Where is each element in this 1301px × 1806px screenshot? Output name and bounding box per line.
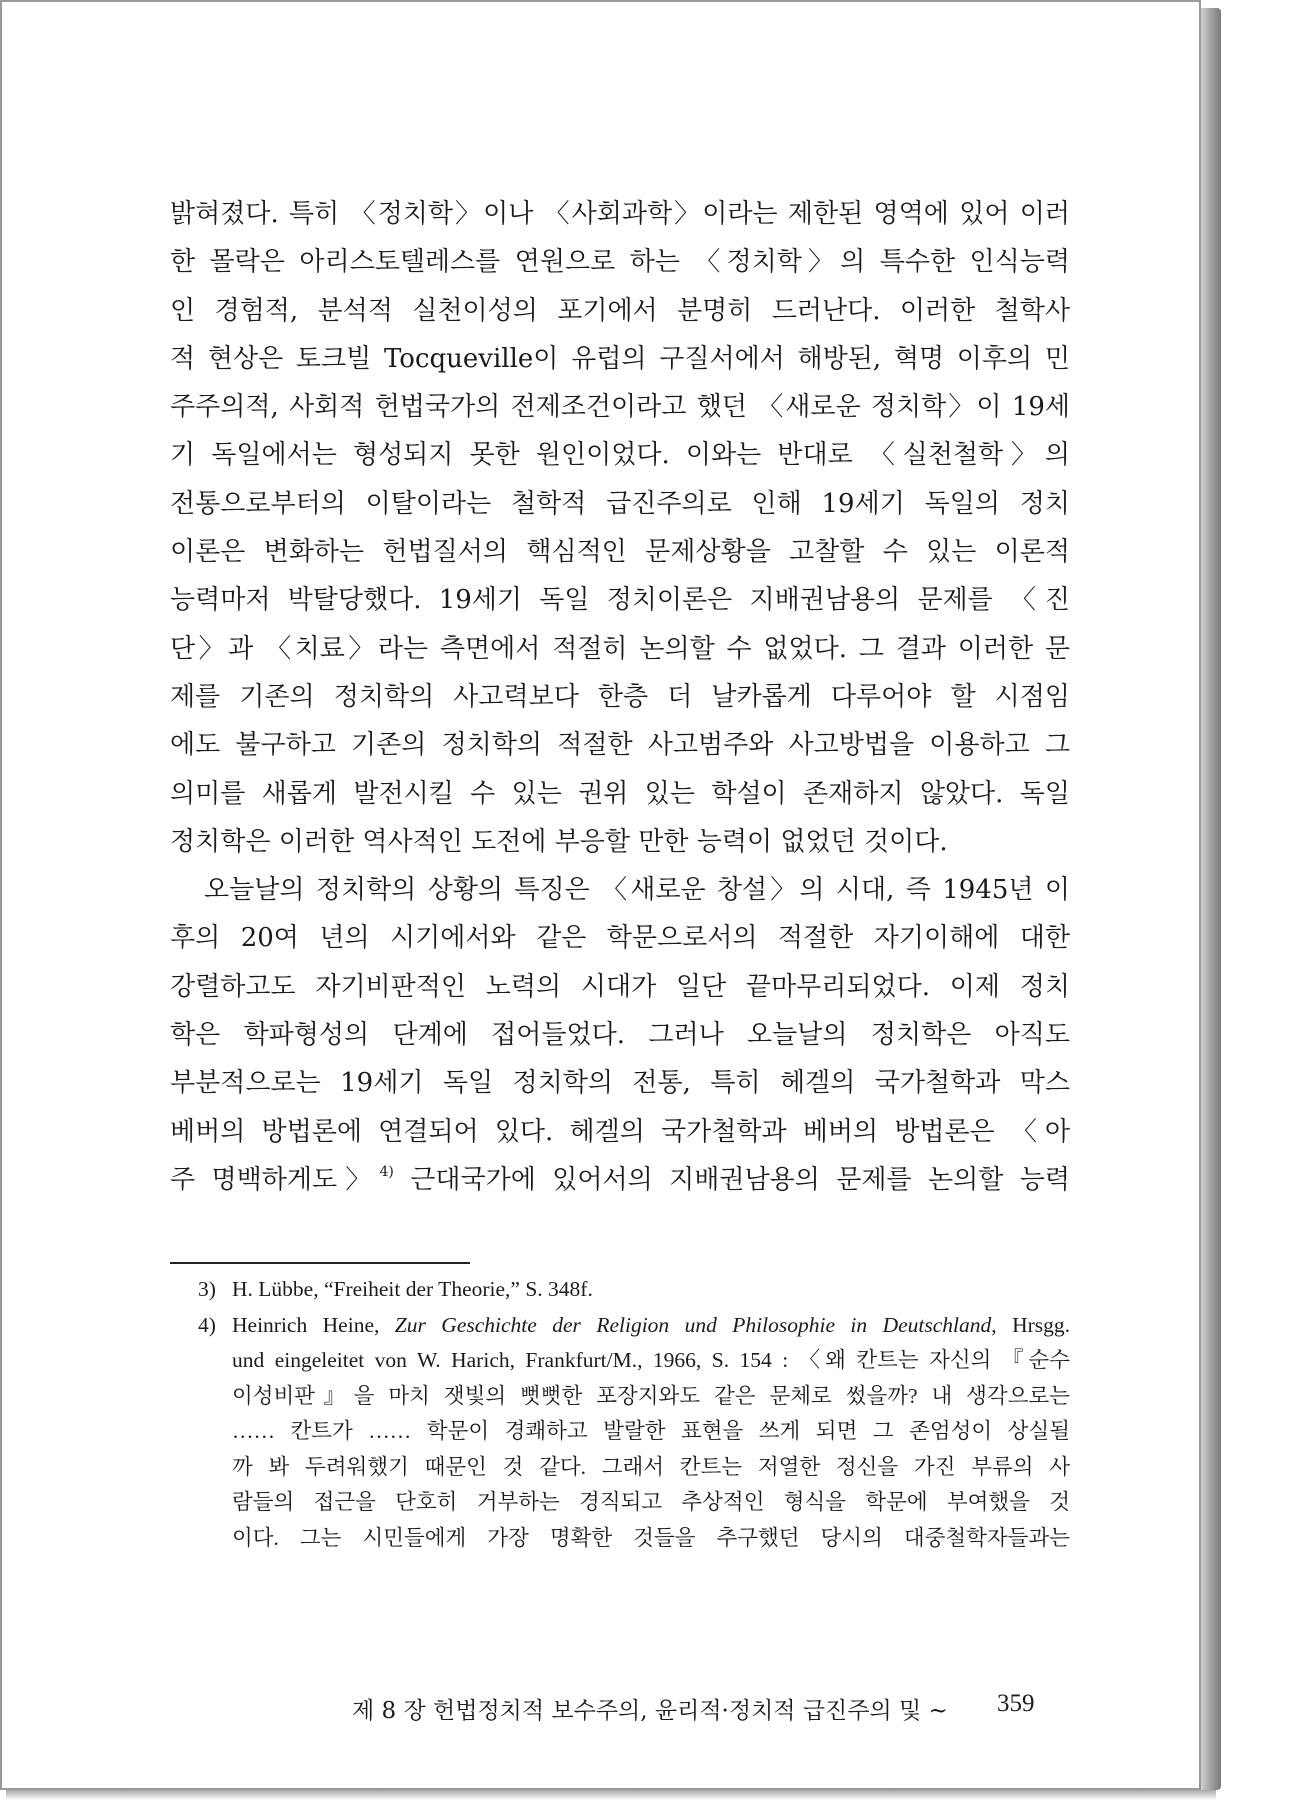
body-line: 의미를 새롭게 발전시킬 수 있는 권위 있는 학설이 존재하지 않았다. 독일 bbox=[170, 778, 1070, 809]
footnote-number: 4) bbox=[198, 1312, 216, 1337]
body-line: 능력마저 박탈당했다. 19세기 독일 정치이론은 지배권남용의 문제를 〈진 bbox=[170, 585, 1070, 616]
body-line: 에도 불구하고 기존의 정치학의 적절한 사고범주와 사고방법을 이용하고 그 bbox=[170, 730, 1070, 761]
footnote-number: 3) bbox=[198, 1277, 216, 1301]
footnote-line: 람들의 접근을 단호히 거부하는 경직되고 추상적인 형식을 학문에 부여했을 것 bbox=[232, 1490, 1070, 1514]
footnote-line: …… 칸트가 …… 학문이 경쾌하고 발랄한 표현을 쓰게 되면 그 존엄성이 상실될 bbox=[232, 1419, 1070, 1443]
body-text bbox=[170, 190, 1070, 1204]
body-line: 한 몰락은 아리스토텔레스를 연원으로 하는 〈정치학〉의 특수한 인식능력 bbox=[170, 247, 1070, 278]
footnote-3 bbox=[198, 1272, 1070, 1308]
footnote-4 bbox=[198, 1308, 1070, 1557]
body-line: 강렬하고도 자기비판적인 노력의 시대가 일단 끝마무리되었다. 이제 정치 bbox=[170, 971, 1070, 1002]
running-footer-title: 제 8 장 헌법정치적 보수주의, 윤리적·정치적 급진주의 및 ~ bbox=[352, 1698, 948, 1724]
footnote-line bbox=[232, 1308, 1070, 1344]
footnote-book-title: Zur Geschichte der Religion und Philosophie in Deutschland bbox=[394, 1312, 992, 1337]
page-stack-edge bbox=[1201, 8, 1221, 1790]
body-line-start: 주 명백하게도〉 bbox=[170, 1164, 380, 1195]
body-line: 적 현상은 토크빌 Tocqueville이 유럽의 구질서에서 해방된, 혁명 이후의 민 bbox=[170, 343, 1070, 374]
body-line bbox=[170, 1156, 1070, 1204]
body-line: 주주의적, 사회적 헌법국가의 전제조건이라고 했던 〈새로운 정치학〉이 19세 bbox=[170, 392, 1070, 423]
body-line: 베버의 방법론에 연결되어 있다. 헤겔의 국가철학과 베버의 방법론은 〈아 bbox=[170, 1116, 1070, 1147]
footnote-text bbox=[232, 1308, 1070, 1557]
footnote-line: 까 봐 두려워했기 때문인 것 같다. 그래서 칸트는 저열한 정신을 가진 부류의 사 bbox=[232, 1454, 1070, 1479]
footnote-text bbox=[232, 1272, 1070, 1308]
body-line: 전통으로부터의 이탈이라는 철학적 급진주의로 인해 19세기 독일의 정치 bbox=[170, 488, 1070, 519]
footnote-edition: , Hrsgg. bbox=[991, 1312, 1070, 1337]
body-line: 후의 20여 년의 시기에서와 같은 학문으로서의 적절한 자기이해에 대한 bbox=[170, 923, 1070, 954]
body-line: 이론은 변화하는 헌법질서의 핵심적인 문제상황을 고찰할 수 있는 이론적 bbox=[170, 537, 1070, 568]
body-line: 기 독일에서는 형성되지 못한 원인이었다. 이와는 반대로 〈실천철학〉의 bbox=[170, 440, 1070, 471]
body-line: 인 경험적, 분석적 실천이성의 포기에서 분명히 드러난다. 이러한 철학사 bbox=[170, 295, 1070, 326]
footnote-ref-4[interactable]: 4) bbox=[379, 1163, 394, 1180]
page-number: 359 bbox=[997, 1690, 1035, 1717]
body-line: 단〉과 〈치료〉라는 측면에서 적절히 논의할 수 없었다. 그 결과 이러한 문 bbox=[170, 633, 1070, 664]
footnote-line: 이성비판』을 마치 잿빛의 뻣뻣한 포장지와도 같은 문체로 썼을까? 내 생각으로는 bbox=[232, 1383, 1070, 1408]
page-shadow bbox=[6, 1790, 1216, 1800]
body-line: 정치학은 이러한 역사적인 도전에 부응할 만한 능력이 없었던 것이다. bbox=[170, 826, 948, 857]
footnotes bbox=[198, 1272, 1070, 1556]
footnote-line: und eingeleitet von W. Harich, Frankfurt/M., 1966, S. 154 : 〈왜 칸트는 자신의 『순수 bbox=[232, 1348, 1070, 1372]
body-line: 오늘날의 정치학의 상황의 특징은 〈새로운 창설〉의 시대, 즉 1945년 이 bbox=[204, 875, 1070, 906]
footnote-line: H. Lübbe, “Freiheit der Theorie,” S. 348f. bbox=[232, 1277, 593, 1301]
footnote-divider bbox=[170, 1262, 470, 1264]
footnote-line: 이다. 그는 시민들에게 가장 명확한 것들을 추구했던 당시의 대중철학자들과는 bbox=[232, 1525, 1070, 1550]
body-line: 부분적으로는 19세기 독일 정치학의 전통, 특히 헤겔의 국가철학과 막스 bbox=[170, 1068, 1070, 1099]
body-line-end: 근대국가에 있어서의 지배권남용의 문제를 논의할 능력 bbox=[393, 1164, 1070, 1195]
footnote-author: Heinrich Heine, bbox=[232, 1312, 395, 1337]
body-line: 학은 학파형성의 단계에 접어들었다. 그러나 오늘날의 정치학은 아직도 bbox=[170, 1020, 1070, 1051]
body-line: 제를 기존의 정치학의 사고력보다 한층 더 날카롭게 다루어야 할 시점임 bbox=[170, 681, 1070, 712]
body-line: 밝혀졌다. 특히 〈정치학〉이나 〈사회과학〉이라는 제한된 영역에 있어 이러 bbox=[170, 199, 1070, 229]
